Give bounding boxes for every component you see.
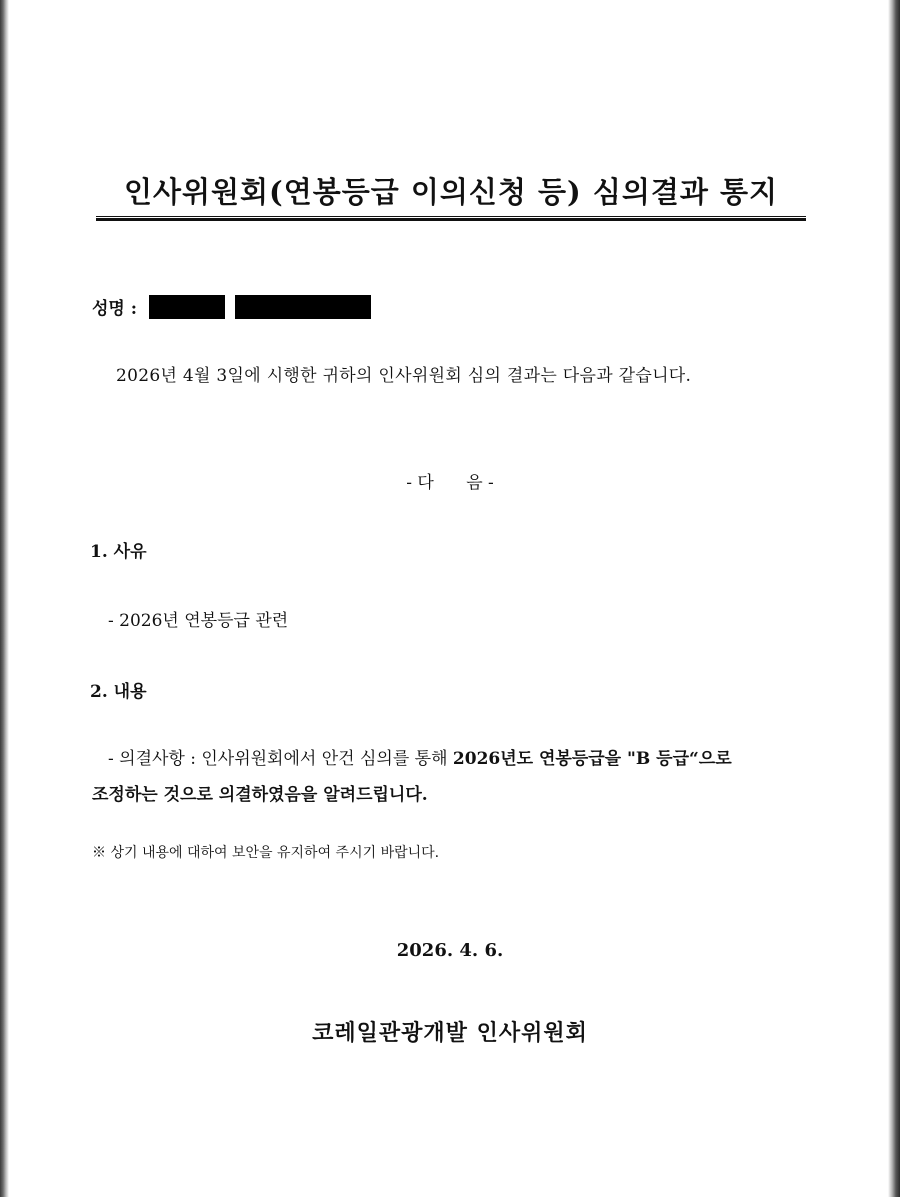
section-1-item: - 2026년 연봉등급 관련 bbox=[108, 611, 289, 631]
title-double-rule bbox=[96, 216, 806, 221]
intro-paragraph: 2026년 4월 3일에 시행한 귀하의 인사위원회 심의 결과는 다음과 같습니다. bbox=[116, 366, 692, 386]
document-title: 인사위원회(연봉등급 이의신청 등) 심의결과 통지 bbox=[123, 175, 779, 209]
redacted-surname bbox=[149, 295, 225, 319]
section-2-item-bold: 2026년도 연봉등급을 "B 등급“으로 bbox=[452, 749, 732, 769]
name-label: 성명 : bbox=[92, 299, 138, 319]
security-note: ※ 상기 내용에 대하여 보안을 유지하여 주시기 바랍니다. bbox=[92, 845, 440, 861]
center-heading: - 다 음 - bbox=[406, 473, 494, 493]
name-row bbox=[92, 294, 371, 319]
redacted-given-name bbox=[235, 295, 371, 319]
section-2-item bbox=[108, 744, 732, 769]
document-date: 2026. 4. 6. bbox=[396, 940, 504, 961]
section-2-item-continuation: 조정하는 것으로 의결하였음을 알려드립니다. bbox=[92, 785, 428, 805]
section-1-title: 1. 사유 bbox=[90, 542, 147, 562]
section-2-item-prefix: - 의결사항 : 인사위원회에서 안건 심의를 통해 bbox=[108, 749, 453, 769]
issuing-organization: 코레일관광개발 인사위원회 bbox=[312, 1020, 588, 1046]
section-2-title: 2. 내용 bbox=[90, 682, 147, 702]
